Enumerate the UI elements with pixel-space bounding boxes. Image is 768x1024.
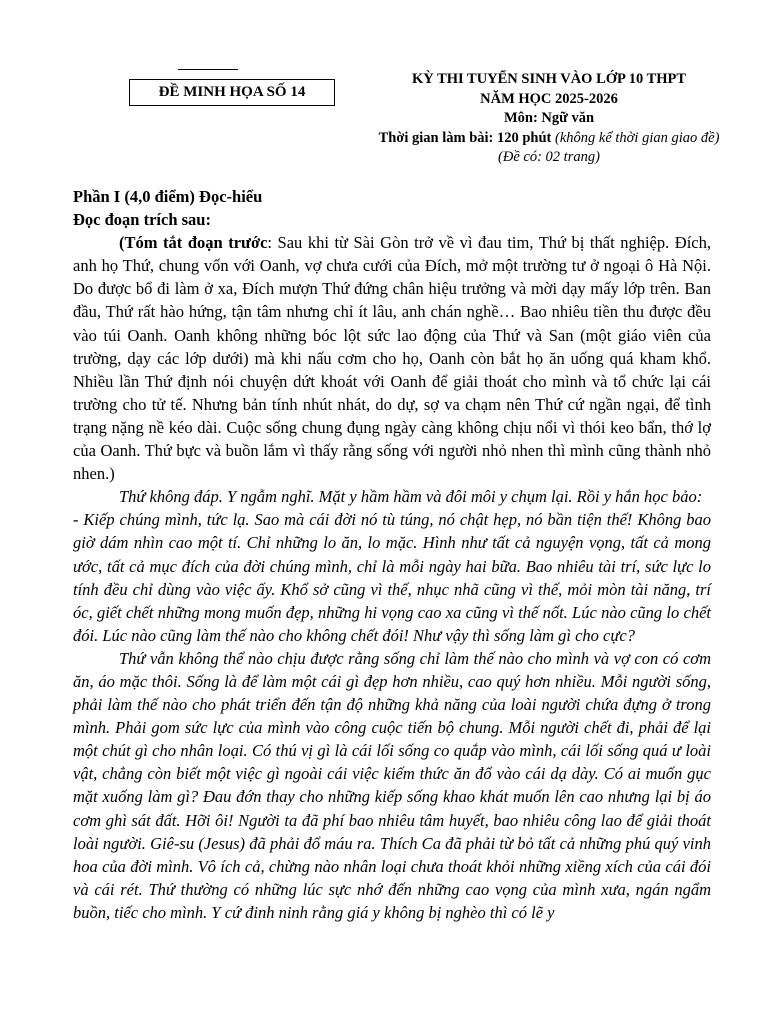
passage-summary (73, 231, 711, 485)
exam-content (73, 185, 711, 924)
subject: Môn: Ngữ văn (503, 110, 595, 126)
time-line (370, 129, 728, 149)
time-note: (không kể thời gian giao đề) (551, 129, 720, 146)
school-year: NĂM HỌC 2025-2026 (480, 90, 618, 107)
pages-note: (Đề có: 02 trang) (498, 149, 600, 165)
section-heading: Phần I (4,0 điểm) Đọc-hiểu (73, 187, 263, 206)
time-label: Thời gian làm bài: 120 phút (378, 129, 552, 146)
section-instruction: Đọc đoạn trích sau: (73, 210, 211, 230)
summary-label: (Tóm tắt đoạn trước (119, 233, 268, 253)
summary-text: : Sau khi từ Sài Gòn trở về vì đau tim, Thứ bị thất nghiệp. Đích, anh họ Thứ, chung vốn với Oanh, vợ chưa cưới của Đích, mở một trường tư ở ngoại ô Hà Nội. Do được bổ đi làm ở xa, Đích mượn Thứ đứng chân hiệu trưởng và mời dạy mấy lớp trên. Ban đầu, Thứ rất hào hứng, tận tâm nhưng chỉ ít lâu, anh chán nghề… Bao nhiêu tiền thu được đều vào túi Oanh. Oanh không những bóc lột sức lao động của Thứ và San (một giáo viên của trường, dạy các lớp dưới) mà khi nấu cơm cho họ, Oanh còn bắt họ ăn uống quá kham khổ. Nhiều lần Thứ định nói chuyện dứt khoát với Oanh để giải thoát cho mình và tổ chức lại cái trường cho tử tế. Nhưng bản tính nhút nhát, do dự, sợ va chạm nên Thứ cứ ngần ngại, để tình trạng nặng nề kéo dài. Cuộc sống chung đụng ngày càng không chịu nổi vì thói keo bẩn, thớ lợ của Oanh. Thứ bực và buồn lắm vì thấy rằng sống với người nhỏ nhen thì mình cũng thành nhỏ nhen.) (73, 233, 711, 484)
exam-title: KỲ THI TUYỂN SINH VÀO LỚP 10 THPT (411, 71, 687, 87)
passage-paragraph-2: - Kiếp chúng mình, tức lạ. Sao mà cái đời nó tù túng, nó chật hẹp, nó bần tiện thế! Không bao giờ dám nhìn cao một tí. Chỉ những lo ăn, lo mặc. Hình như tất cả nguyện vọng, tất cả mong ước, tất cả mục đích của đời chúng mình, chỉ là mỗi ngày hai bữa. Bao nhiêu tài trí, sức lực lo tính đều chỉ dùng vào việc ấy. Khổ sở cũng vì thế, nhục nhã cũng vì thế, mỏi mòn tài năng, trí óc, giết chết những mong muốn đẹp, những hi vọng cao xa cũng vì thế nốt. Lúc nào cũng lo chết đói. Lúc nào cũng làm thế nào cho không chết đói! Như vậy thì sống làm gì cho cực? (73, 510, 711, 645)
exam-code-box (129, 79, 335, 106)
exam-code: ĐỀ MINH HỌA SỐ 14 (158, 84, 306, 100)
exam-header (370, 70, 728, 168)
header-rule (178, 69, 238, 70)
passage-paragraph-3: Thứ vẫn không thể nào chịu được rằng sống chỉ làm thế nào cho mình và vợ con có cơm ăn, áo mặc thôi. Sống là để làm một cái gì đẹp hơn nhiều, cao quý hơn nhiều. Mỗi người sống, phải làm thế nào cho phát triển đến tận độ những khả năng của loài người chứa đựng ở trong mình. Phải gom sức lực của mình vào công cuộc tiến bộ chung. Mỗi người chết đi, phải để lại một chút gì cho nhân loại. Có thú vị gì là cái lối sống co quắp vào mình, cái lối sống quá ư loài vật, chẳng còn biết một việc gì ngoài cái việc kiếm thức ăn đổ vào cái dạ dày. Có ai muốn gục mặt xuống làm gì? Đau đớn thay cho những kiếp sống khao khát muốn lên cao nhưng lại bị áo cơm ghì sát đất. Hỡi ôi! Người ta đã phí bao nhiêu tâm huyết, bao nhiêu công lao để giải thoát loài người. Giê-su (Jesus) đã phải đổ máu ra. Thích Ca đã phải từ bỏ tất cả những phú quý vinh hoa của đời mình. Vô ích cả, chừng nào nhân loại chưa thoát khỏi những xiềng xích của cái đói và cái rét. Thứ thường có những lúc sực nhớ đến những cao vọng của mình xưa, ngán ngẩm buồn, tiếc cho mình. Y cứ đinh ninh rằng giá y không bị nghèo thì có lẽ y (73, 648, 711, 922)
passage-paragraph-1: Thứ không đáp. Y ngẫm nghĩ. Mặt y hầm hầm và đôi môi y chụm lại. Rồi y hắn học bảo: (119, 487, 703, 507)
